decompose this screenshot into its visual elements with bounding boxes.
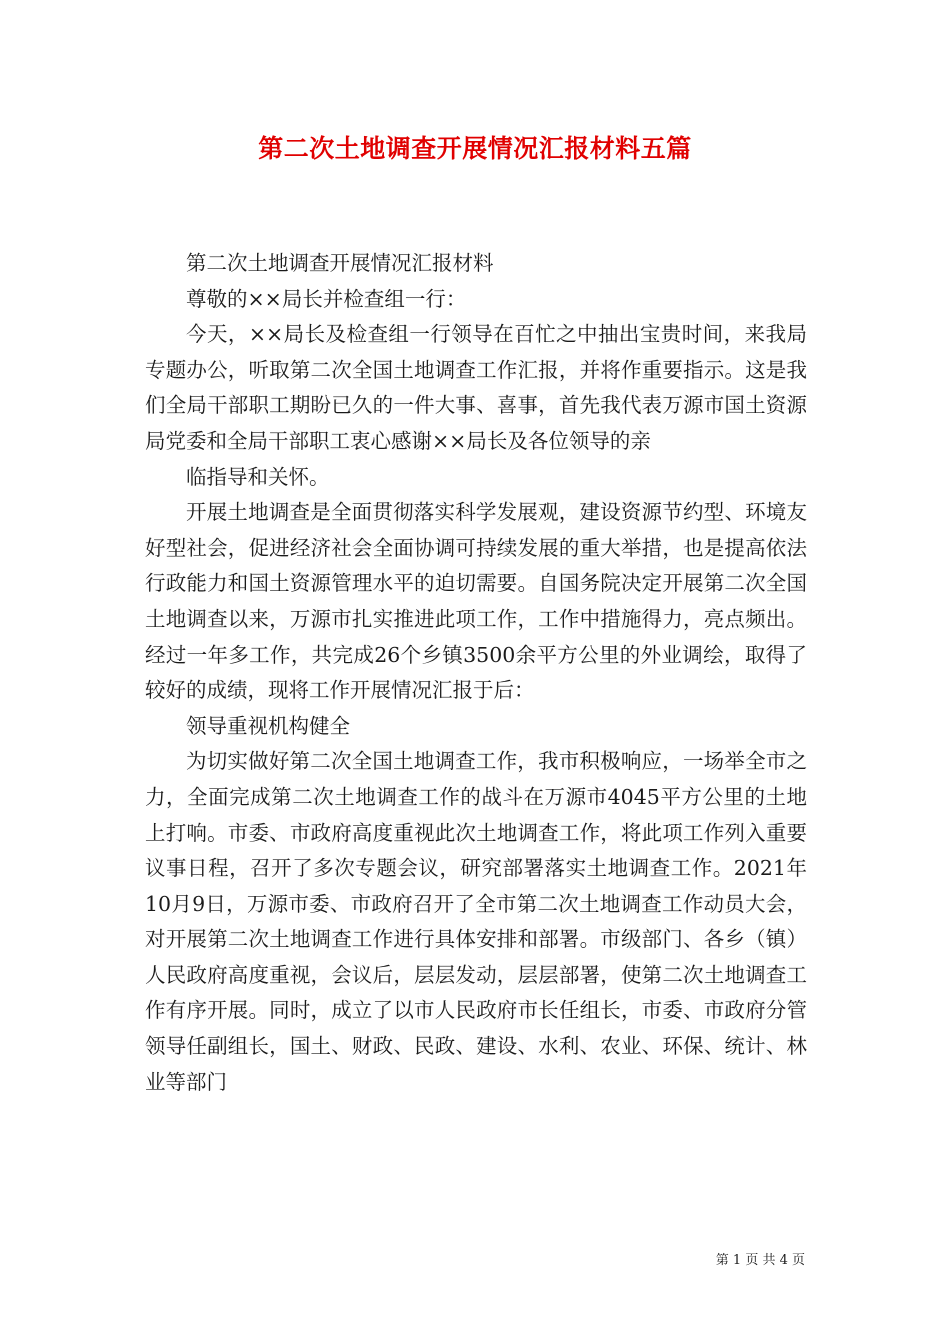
body-paragraph: 开展土地调查是全面贯彻落实科学发展观，建设资源节约型、环境友好型社会，促进经济社会全面协调可持续发展的重大举措，也是提高依法行政能力和国土资源管理水平的迫切需要。自国务院决定开展第二次全国土地调查以来，万源市扎实推进此项工作，工作中措施得力，亮点频出。经过一年多工作，共完成26个乡镇3500余平方公里的外业调绘，取得了较好的成绩，现将工作开展情况汇报于后： bbox=[145, 500, 807, 703]
body-paragraph: 临指导和关怀。 bbox=[186, 464, 330, 489]
body-paragraph: 尊敬的××局长并检查组一行： bbox=[186, 286, 467, 311]
body-paragraph: 今天，××局长及检查组一行领导在百忙之中抽出宝贵时间，来我局专题办公，听取第二次全国土地调查工作汇报，并将作重要指示。这是我们全局干部职工期盼已久的一件大事、喜事，首先我代表万源市国土资源局党委和全局干部职工衷心感谢××局长及各位领导的亲 bbox=[145, 322, 807, 453]
body-paragraph: 第二次土地调查开展情况汇报材料 bbox=[186, 251, 494, 275]
body-paragraph: 为切实做好第二次全国土地调查工作，我市积极响应，一场举全市之力，全面完成第二次土地调查工作的战斗在万源市4045平方公里的土地上打响。市委、市政府高度重视此次土地调查工作，将此项工作列入重要议事日程，召开了多次专题会议，研究部署落实土地调查工作。2021年10月9日，万源市委、市政府召开了全市第二次土地调查工作动员大会，对开展第二次土地调查工作进行具体安排和部署。市级部门、各乡（镇）人民政府高度重视，会议后，层层发动，层层部署，使第二次土地调查工作有序开展。同时，成立了以市人民政府市长任组长，市委、市政府分管领导任副组长，国土、财政、民政、建设、水利、农业、环保、统计、林业等部门 bbox=[145, 749, 807, 1094]
document-title: 第二次土地调查开展情况汇报材料五篇 bbox=[258, 134, 692, 163]
section-heading: 领导重视机构健全 bbox=[186, 713, 350, 738]
document-body bbox=[145, 246, 807, 1100]
page-number: 第 1 页 共 4 页 bbox=[715, 1253, 805, 1268]
